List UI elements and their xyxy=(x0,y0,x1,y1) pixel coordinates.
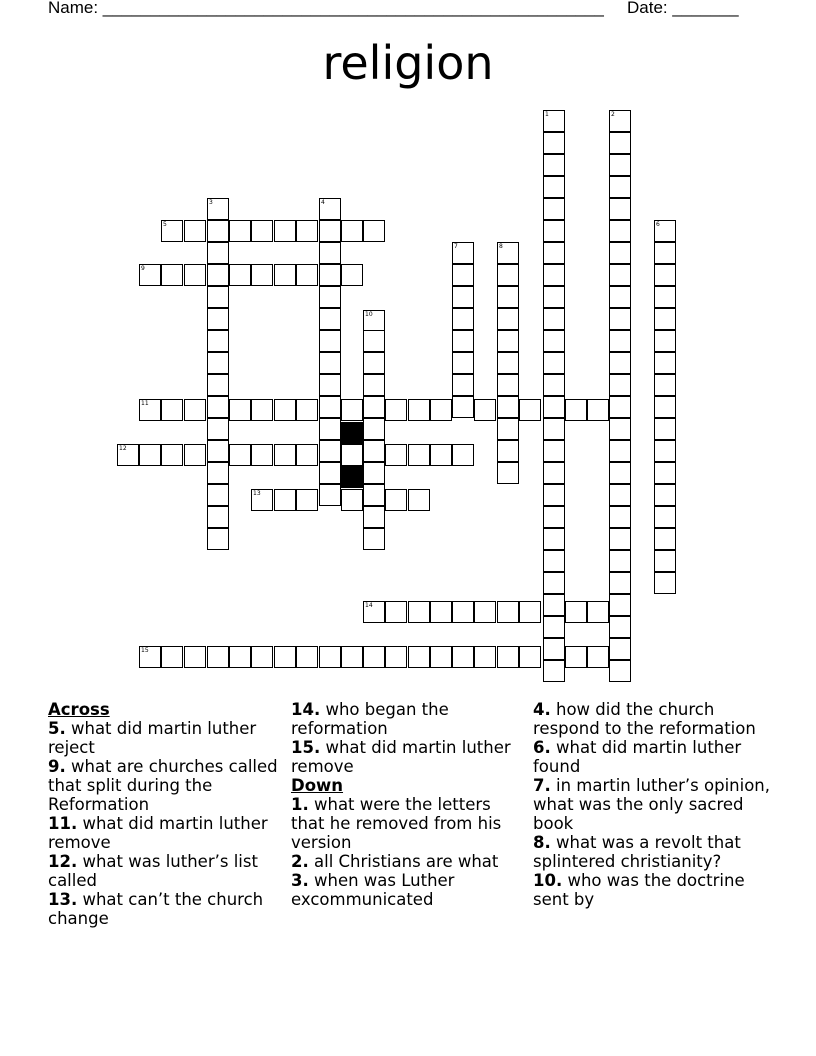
grid-cell[interactable] xyxy=(543,198,565,220)
grid-cell[interactable] xyxy=(654,264,676,286)
grid-cell[interactable] xyxy=(543,110,565,132)
grid-cell[interactable] xyxy=(385,444,407,466)
grid-cell[interactable] xyxy=(654,396,676,418)
grid-cell[interactable] xyxy=(543,484,565,506)
grid-cell[interactable] xyxy=(654,440,676,462)
clue-number: 9 xyxy=(141,265,145,272)
clue-across-9: 9. what are churches called that split during the Reformation xyxy=(48,757,278,814)
grid-cell[interactable] xyxy=(319,242,341,264)
grid-cell[interactable] xyxy=(319,308,341,330)
grid-cell[interactable] xyxy=(543,352,565,374)
grid-cell[interactable] xyxy=(452,330,474,352)
clue-number: 6 xyxy=(656,221,660,228)
clue-across-15: 15. what did martin luther remove xyxy=(291,738,511,776)
grid-cell[interactable] xyxy=(274,444,296,466)
grid-cell[interactable] xyxy=(319,462,341,484)
grid-cell[interactable] xyxy=(430,601,452,623)
grid-cell[interactable] xyxy=(319,396,341,418)
clue-down-2: 2. all Christians are what xyxy=(291,852,499,871)
grid-cell[interactable] xyxy=(497,242,519,264)
grid-cell[interactable] xyxy=(229,444,251,466)
clue-down-1: 1. what were the letters that he removed from his version xyxy=(291,795,502,852)
grid-cell[interactable] xyxy=(296,646,318,668)
grid-cell[interactable] xyxy=(497,396,519,418)
grid-cell[interactable] xyxy=(609,374,631,396)
grid-cell[interactable] xyxy=(296,444,318,466)
clue-down-10: 10. who was the doctrine sent by xyxy=(533,871,745,909)
grid-cell[interactable] xyxy=(251,399,273,421)
grid-cell[interactable] xyxy=(139,399,161,421)
grid-cell[interactable] xyxy=(654,242,676,264)
grid-cell[interactable] xyxy=(184,220,206,242)
grid-cell[interactable] xyxy=(363,330,385,352)
grid-cell[interactable] xyxy=(251,220,273,242)
grid-cell[interactable] xyxy=(609,242,631,264)
grid-cell[interactable] xyxy=(497,264,519,286)
grid-cell[interactable] xyxy=(452,444,474,466)
grid-cell[interactable] xyxy=(319,286,341,308)
grid-cell[interactable] xyxy=(161,444,183,466)
grid-cell[interactable] xyxy=(609,484,631,506)
grid-cell[interactable] xyxy=(543,572,565,594)
grid-cell[interactable] xyxy=(609,462,631,484)
grid-cell[interactable] xyxy=(609,264,631,286)
grid-cell[interactable] xyxy=(543,132,565,154)
down-heading: Down xyxy=(291,776,344,795)
grid-cell[interactable] xyxy=(207,374,229,396)
grid-cell[interactable] xyxy=(341,264,363,286)
grid-cell[interactable] xyxy=(385,489,407,511)
grid-cell[interactable] xyxy=(543,242,565,264)
grid-cell[interactable] xyxy=(609,198,631,220)
grid-cell[interactable] xyxy=(430,444,452,466)
grid-cell[interactable] xyxy=(543,220,565,242)
grid-cell[interactable] xyxy=(543,528,565,550)
grid-cell[interactable] xyxy=(341,399,363,421)
clue-number: 8 xyxy=(499,243,503,250)
grid-cell[interactable] xyxy=(363,646,385,668)
grid-cell[interactable] xyxy=(274,264,296,286)
grid-cell[interactable] xyxy=(609,638,631,660)
grid-cell[interactable] xyxy=(452,646,474,668)
grid-cell[interactable] xyxy=(408,601,430,623)
grid-cell[interactable] xyxy=(565,399,587,421)
grid-cell[interactable] xyxy=(609,330,631,352)
grid-cell[interactable] xyxy=(474,646,496,668)
grid-cell[interactable] xyxy=(543,308,565,330)
grid-cell[interactable] xyxy=(363,396,385,418)
grid-cell[interactable] xyxy=(452,601,474,623)
grid-cell[interactable] xyxy=(543,264,565,286)
grid-cell[interactable] xyxy=(654,418,676,440)
black-cell xyxy=(341,422,363,444)
grid-cell[interactable] xyxy=(497,418,519,440)
grid-cell[interactable] xyxy=(609,660,631,682)
puzzle-title: religion xyxy=(322,36,494,90)
grid-cell[interactable] xyxy=(497,308,519,330)
grid-cell[interactable] xyxy=(207,330,229,352)
grid-cell[interactable] xyxy=(319,352,341,374)
grid-cell[interactable] xyxy=(543,418,565,440)
grid-cell[interactable] xyxy=(497,286,519,308)
grid-cell[interactable] xyxy=(654,550,676,572)
grid-cell[interactable] xyxy=(654,308,676,330)
grid-cell[interactable] xyxy=(207,308,229,330)
grid-cell[interactable] xyxy=(207,506,229,528)
grid-cell[interactable] xyxy=(207,220,229,242)
clue-across-12: 12. what was luther’s list called xyxy=(48,852,258,890)
across-heading: Across xyxy=(48,700,110,719)
grid-cell[interactable] xyxy=(519,646,541,668)
grid-cell[interactable] xyxy=(609,176,631,198)
grid-cell[interactable] xyxy=(408,489,430,511)
grid-cell[interactable] xyxy=(497,646,519,668)
grid-cell[interactable] xyxy=(363,220,385,242)
clue-number: 11 xyxy=(141,400,149,407)
grid-cell[interactable] xyxy=(207,646,229,668)
grid-cell[interactable] xyxy=(363,506,385,528)
clue-down-3: 3. when was Luther excommunicated xyxy=(291,871,455,909)
grid-cell[interactable] xyxy=(207,198,229,220)
grid-cell[interactable] xyxy=(609,220,631,242)
grid-cell[interactable] xyxy=(184,399,206,421)
grid-cell[interactable] xyxy=(296,489,318,511)
clue-down-4: 4. how did the church respond to the reformation xyxy=(533,700,756,738)
grid-cell[interactable] xyxy=(207,418,229,440)
grid-cell[interactable] xyxy=(543,176,565,198)
clue-number: 15 xyxy=(141,647,149,654)
grid-cell[interactable] xyxy=(274,489,296,511)
grid-cell[interactable] xyxy=(474,601,496,623)
grid-cell[interactable] xyxy=(609,572,631,594)
grid-cell[interactable] xyxy=(497,352,519,374)
grid-cell[interactable] xyxy=(296,399,318,421)
grid-cell[interactable] xyxy=(609,286,631,308)
clue-number: 1 xyxy=(545,111,549,118)
grid-cell[interactable] xyxy=(207,352,229,374)
grid-cell[interactable] xyxy=(543,330,565,352)
clue-down-7: 7. in martin luther’s opinion, what was the only sacred book xyxy=(533,776,770,833)
grid-cell[interactable] xyxy=(207,462,229,484)
grid-cell[interactable] xyxy=(497,330,519,352)
grid-cell[interactable] xyxy=(363,440,385,462)
grid-cell[interactable] xyxy=(654,374,676,396)
grid-cell[interactable] xyxy=(207,286,229,308)
grid-cell[interactable] xyxy=(251,489,273,511)
grid-cell[interactable] xyxy=(543,506,565,528)
grid-cell[interactable] xyxy=(609,550,631,572)
grid-cell[interactable] xyxy=(363,601,385,623)
grid-cell[interactable] xyxy=(609,154,631,176)
grid-cell[interactable] xyxy=(430,399,452,421)
grid-cell[interactable] xyxy=(543,286,565,308)
grid-cell[interactable] xyxy=(296,220,318,242)
grid-cell[interactable] xyxy=(363,528,385,550)
grid-cell[interactable] xyxy=(161,264,183,286)
grid-cell[interactable] xyxy=(229,646,251,668)
grid-cell[interactable] xyxy=(363,374,385,396)
grid-cell[interactable] xyxy=(385,646,407,668)
grid-cell[interactable] xyxy=(296,264,318,286)
grid-cell[interactable] xyxy=(251,646,273,668)
clue-number: 2 xyxy=(611,111,615,118)
grid-cell[interactable] xyxy=(363,418,385,440)
grid-cell[interactable] xyxy=(565,601,587,623)
grid-cell[interactable] xyxy=(452,264,474,286)
grid-cell[interactable] xyxy=(587,601,609,623)
clue-number: 13 xyxy=(253,490,261,497)
grid-cell[interactable] xyxy=(385,399,407,421)
clue-down-6: 6. what did martin luther found xyxy=(533,738,742,776)
grid-cell[interactable] xyxy=(207,242,229,264)
grid-cell[interactable] xyxy=(341,220,363,242)
grid-cell[interactable] xyxy=(207,484,229,506)
grid-cell[interactable] xyxy=(274,646,296,668)
grid-cell[interactable] xyxy=(207,528,229,550)
grid-cell[interactable] xyxy=(654,506,676,528)
clues-column-2 xyxy=(291,700,516,909)
grid-cell[interactable] xyxy=(609,396,631,418)
grid-cell[interactable] xyxy=(408,399,430,421)
clue-number: 12 xyxy=(119,445,127,452)
grid-cell[interactable] xyxy=(341,646,363,668)
grid-cell[interactable] xyxy=(319,220,341,242)
grid-cell[interactable] xyxy=(654,330,676,352)
grid-cell[interactable] xyxy=(184,264,206,286)
grid-cell[interactable] xyxy=(452,308,474,330)
grid-cell[interactable] xyxy=(609,506,631,528)
grid-cell[interactable] xyxy=(543,396,565,418)
grid-cell[interactable] xyxy=(565,646,587,668)
clue-number: 10 xyxy=(365,311,373,318)
grid-cell[interactable] xyxy=(543,550,565,572)
grid-cell[interactable] xyxy=(184,646,206,668)
grid-cell[interactable] xyxy=(452,396,474,418)
clue-across-5: 5. what did martin luther reject xyxy=(48,719,257,757)
grid-cell[interactable] xyxy=(319,330,341,352)
grid-cell[interactable] xyxy=(452,242,474,264)
grid-cell[interactable] xyxy=(609,352,631,374)
grid-cell[interactable] xyxy=(319,440,341,462)
grid-cell[interactable] xyxy=(319,646,341,668)
grid-cell[interactable] xyxy=(609,616,631,638)
grid-cell[interactable] xyxy=(161,646,183,668)
grid-cell[interactable] xyxy=(363,484,385,506)
name-field-label: Name: _____________________________________________________ xyxy=(48,0,604,17)
grid-cell[interactable] xyxy=(229,264,251,286)
clue-number: 14 xyxy=(365,602,373,609)
grid-cell[interactable] xyxy=(654,572,676,594)
grid-cell[interactable] xyxy=(207,440,229,462)
grid-cell[interactable] xyxy=(543,616,565,638)
grid-cell[interactable] xyxy=(654,352,676,374)
grid-cell[interactable] xyxy=(654,286,676,308)
grid-cell[interactable] xyxy=(543,594,565,616)
grid-cell[interactable] xyxy=(251,264,273,286)
grid-cell[interactable] xyxy=(543,154,565,176)
grid-cell[interactable] xyxy=(363,352,385,374)
grid-cell[interactable] xyxy=(497,601,519,623)
grid-cell[interactable] xyxy=(274,220,296,242)
grid-cell[interactable] xyxy=(319,484,341,506)
grid-cell[interactable] xyxy=(497,462,519,484)
grid-cell[interactable] xyxy=(207,396,229,418)
grid-cell[interactable] xyxy=(587,646,609,668)
grid-cell[interactable] xyxy=(654,484,676,506)
grid-cell[interactable] xyxy=(430,646,452,668)
grid-cell[interactable] xyxy=(452,374,474,396)
grid-cell[interactable] xyxy=(609,440,631,462)
grid-cell[interactable] xyxy=(319,374,341,396)
grid-cell[interactable] xyxy=(543,462,565,484)
grid-cell[interactable] xyxy=(587,399,609,421)
grid-cell[interactable] xyxy=(519,399,541,421)
grid-cell[interactable] xyxy=(408,444,430,466)
grid-cell[interactable] xyxy=(251,444,273,466)
grid-cell[interactable] xyxy=(139,264,161,286)
grid-cell[interactable] xyxy=(543,374,565,396)
grid-cell[interactable] xyxy=(184,444,206,466)
clue-number: 7 xyxy=(454,243,458,250)
grid-cell[interactable] xyxy=(452,286,474,308)
grid-cell[interactable] xyxy=(609,594,631,616)
grid-cell[interactable] xyxy=(609,418,631,440)
grid-cell[interactable] xyxy=(274,399,296,421)
grid-cell[interactable] xyxy=(139,646,161,668)
grid-cell[interactable] xyxy=(609,308,631,330)
grid-cell[interactable] xyxy=(207,264,229,286)
clues-column-1 xyxy=(48,700,288,928)
grid-cell[interactable] xyxy=(654,528,676,550)
grid-cell[interactable] xyxy=(408,646,430,668)
grid-cell[interactable] xyxy=(497,440,519,462)
grid-cell[interactable] xyxy=(341,489,363,511)
clue-across-14: 14. who began the reformation xyxy=(291,700,449,738)
grid-cell[interactable] xyxy=(319,264,341,286)
grid-cell[interactable] xyxy=(161,399,183,421)
grid-cell[interactable] xyxy=(543,660,565,682)
grid-cell[interactable] xyxy=(385,601,407,623)
clues-column-3 xyxy=(533,700,773,909)
grid-cell[interactable] xyxy=(117,444,139,466)
grid-cell[interactable] xyxy=(161,220,183,242)
date-field-label: Date: _______ xyxy=(627,0,739,17)
grid-cell[interactable] xyxy=(609,132,631,154)
grid-cell[interactable] xyxy=(543,440,565,462)
grid-cell[interactable] xyxy=(319,418,341,440)
grid-cell[interactable] xyxy=(229,220,251,242)
clue-number: 5 xyxy=(163,221,167,228)
black-cell xyxy=(341,466,363,488)
grid-cell[interactable] xyxy=(363,462,385,484)
clue-number: 4 xyxy=(321,199,325,206)
grid-cell[interactable] xyxy=(609,110,631,132)
grid-cell[interactable] xyxy=(139,444,161,466)
grid-cell[interactable] xyxy=(543,638,565,660)
clue-number: 3 xyxy=(209,199,213,206)
grid-cell[interactable] xyxy=(497,374,519,396)
grid-cell[interactable] xyxy=(319,198,341,220)
grid-cell[interactable] xyxy=(341,444,363,466)
grid-cell[interactable] xyxy=(654,220,676,242)
clue-across-13: 13. what can’t the church change xyxy=(48,890,264,928)
grid-cell[interactable] xyxy=(229,399,251,421)
grid-cell[interactable] xyxy=(452,352,474,374)
grid-cell[interactable] xyxy=(519,601,541,623)
grid-cell[interactable] xyxy=(609,528,631,550)
clue-down-8: 8. what was a revolt that splintered christianity? xyxy=(533,833,741,871)
grid-cell[interactable] xyxy=(474,399,496,421)
clue-across-11: 11. what did martin luther remove xyxy=(48,814,268,852)
grid-cell[interactable] xyxy=(654,462,676,484)
grid-cell[interactable] xyxy=(363,310,385,332)
